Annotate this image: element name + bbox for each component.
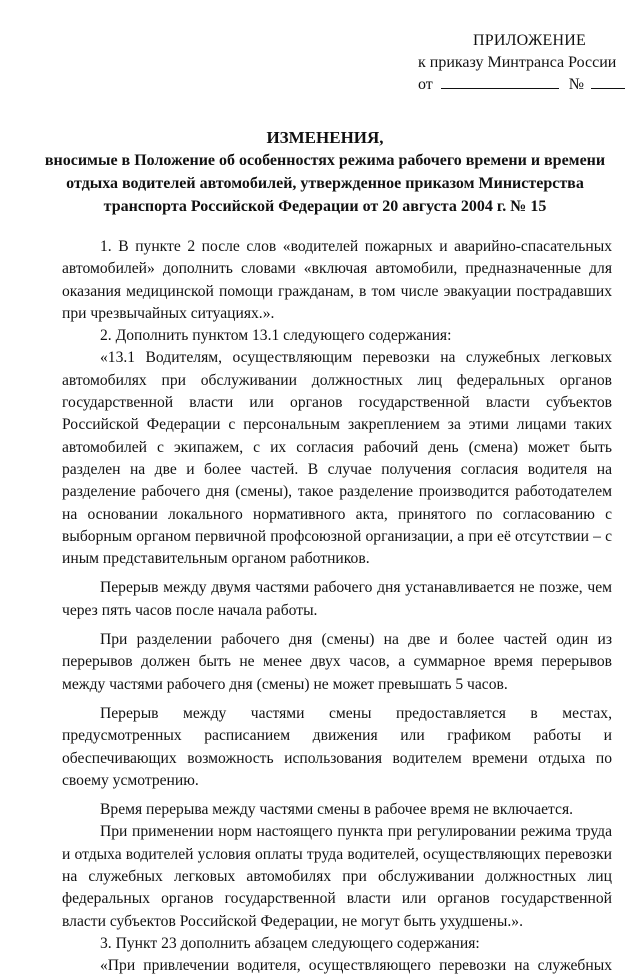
heading-subtitle-line: вносимые в Положение об особенностях режима рабочего времени и времени (44, 152, 606, 169)
paragraph-pay-conditions: При применении норм настоящего пункта при регулировании режима труда и отдыха водителей условия оплаты труда водителей, осуществляющих перевозки на служебных легковых автомобилях при обслуживании должностных лиц федеральных органов государственной власти или органов государственной власти субъектов Российской Федерации, не могут быть ухудшены.». (62, 823, 612, 930)
number-blank-field (591, 74, 625, 89)
heading-subtitle-line: отдыха водителей автомобилей, утвержденное приказом Министерства (66, 175, 584, 192)
paragraph-break-duration: При разделении рабочего дня (смены) на две и более частей один из перерывов должен быть не менее двух часов, а суммарное время перерывов между частями рабочего дня (смены) не может превышать 5 часов. (62, 631, 612, 693)
paragraph-13-1: «13.1 Водителям, осуществляющим перевозки на служебных легковых автомобилях при обслуживании должностных лиц федеральных органов государственной власти или органов государственной власти субъектов Российской Федерации с персональным закреплением за этими лицами таких автомобилей с экипажем, с их согласия рабочий день (смена) может быть разделен на две и более частей. В случае получения согласия водителя на разделение рабочего дня (смены), такое разделение производится работодателем на основании локального нормативного акта, принятого по согласованию с выборным органом первичной профсоюзной организации, а при её отсутствии – с иным представительным органом работников. (62, 349, 612, 568)
document-body (62, 236, 612, 978)
heading-title: ИЗМЕНЕНИЯ, (266, 128, 384, 147)
paragraph-item-2: 2. Дополнить пунктом 13.1 следующего содержания: (100, 327, 452, 345)
appendix-from-label: от (418, 76, 433, 93)
paragraph-item-1: 1. В пункте 2 после слов «водителей пожарных и аварийно-спасательных автомобилей» дополнить словами «включая автомобили, предназначенные для оказания медицинской помощи гражданам, в том числе эвакуации пострадавших при чрезвычайных ситуациях.». (62, 238, 612, 322)
heading-subtitle-line: транспорта Российской Федерации от 20 августа 2004 г. № 15 (103, 198, 547, 215)
date-blank-field (441, 74, 559, 89)
appendix-number-label: № (568, 76, 585, 93)
appendix-title: ПРИЛОЖЕНИЕ (473, 32, 587, 49)
appendix-block (418, 30, 618, 96)
paragraph-item-3-text: «При привлечении водителя, осуществляющего перевозки на служебных (100, 957, 612, 975)
appendix-date-number-line (418, 74, 618, 96)
document-heading (40, 126, 610, 218)
appendix-order-reference: к приказу Минтранса России (418, 54, 617, 71)
paragraph-break-location: Перерыв между частями смены предоставляется в местах, предусмотренных расписанием движения или графиком работы и обеспечивающих возможность использования водителем времени отдыха по своему усмотрению. (62, 704, 612, 789)
paragraph-break-not-included: Время перерыва между частями смены в рабочее время не включается. (100, 801, 574, 819)
paragraph-item-3: 3. Пункт 23 дополнить абзацем следующего содержания: (100, 934, 480, 952)
paragraph-break-timing: Перерыв между двумя частями рабочего дня устанавливается не позже, чем через пять часов после начала работы. (62, 579, 612, 619)
